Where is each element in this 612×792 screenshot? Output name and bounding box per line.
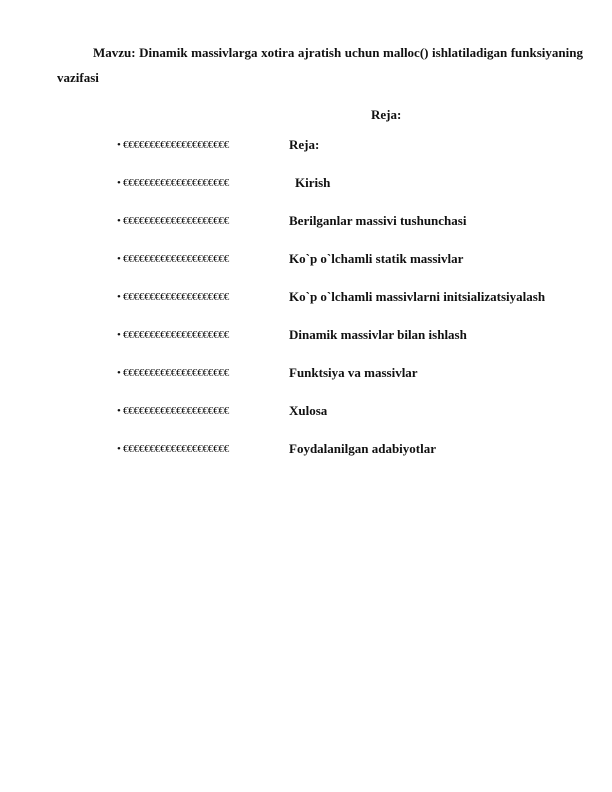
bullet-icon: • — [117, 367, 121, 379]
bullet-icon: • — [117, 291, 121, 303]
bullet-icon: • — [117, 443, 121, 455]
bullet-icon: • — [117, 139, 121, 151]
bullet-icon: • — [117, 329, 121, 341]
toc-item-label: Xulosa — [289, 403, 328, 418]
toc-leader: €€€€€€€€€€€€€€€€€€€€ — [123, 215, 230, 227]
toc-item — [117, 175, 545, 213]
toc-leader: €€€€€€€€€€€€€€€€€€€€ — [123, 443, 230, 455]
toc-item — [117, 251, 545, 289]
plan-heading: Reja: — [371, 107, 402, 122]
toc-item — [117, 441, 545, 479]
bullet-icon: • — [117, 215, 121, 227]
toc-item-label: Dinamik massivlar bilan ishlash — [289, 327, 467, 342]
toc-leader: €€€€€€€€€€€€€€€€€€€€ — [123, 405, 230, 417]
toc-item — [117, 327, 545, 365]
toc-item — [117, 213, 545, 251]
toc-leader: €€€€€€€€€€€€€€€€€€€€ — [123, 329, 230, 341]
bullet-icon: • — [117, 405, 121, 417]
toc-item-label: Ko`p o`lchamli statik massivlar — [289, 251, 464, 266]
toc-item-label: Foydalanilgan adabiyotlar — [289, 441, 436, 456]
toc-item — [117, 289, 545, 327]
toc-item — [117, 365, 545, 403]
toc-item-label: Berilganlar massivi tushunchasi — [289, 213, 467, 228]
toc-item-label: Funktsiya va massivlar — [289, 365, 418, 380]
toc-leader: €€€€€€€€€€€€€€€€€€€€ — [123, 291, 230, 303]
document-title: Mavzu: Dinamik massivlarga xotira ajratish uchun malloc() ishlatiladigan funksiyaning vazifasi — [57, 45, 583, 85]
toc-leader: €€€€€€€€€€€€€€€€€€€€ — [123, 139, 230, 151]
bullet-icon: • — [117, 253, 121, 265]
toc-item-label: Reja: — [289, 137, 320, 152]
toc-item-label: Ko`p o`lchamli massivlarni initsializatsiyalash — [289, 289, 546, 304]
table-of-contents — [117, 137, 545, 479]
bullet-icon: • — [117, 177, 121, 189]
toc-item — [117, 137, 545, 175]
toc-leader: €€€€€€€€€€€€€€€€€€€€ — [123, 253, 230, 265]
toc-item-label: Kirish — [295, 175, 331, 190]
toc-item — [117, 403, 545, 441]
toc-leader: €€€€€€€€€€€€€€€€€€€€ — [123, 367, 230, 379]
toc-leader: €€€€€€€€€€€€€€€€€€€€ — [123, 177, 230, 189]
